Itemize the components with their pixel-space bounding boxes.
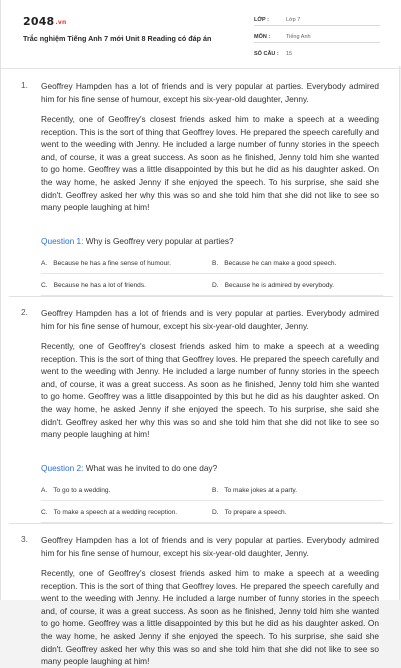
meta-row-subject	[254, 31, 380, 43]
page-header	[1, 0, 401, 66]
question-number: 2.	[21, 307, 28, 317]
option-text: To prepare a speech.	[224, 509, 287, 516]
logo-number: 2048	[23, 15, 55, 28]
option-a[interactable]	[41, 487, 110, 494]
option-letter: B.	[212, 487, 219, 494]
option-letter: A.	[41, 487, 48, 494]
option-letter: D.	[212, 509, 219, 516]
option-text: To go to a wedding.	[53, 487, 111, 494]
meta-row-class	[254, 14, 380, 26]
option-text: Because he can make a good speech.	[224, 260, 337, 267]
option-a[interactable]	[41, 260, 171, 267]
option-letter: D.	[212, 282, 219, 289]
meta-key: SỐ CÂU :	[254, 51, 279, 57]
option-letter: B.	[212, 260, 219, 267]
question-label: Question 1:	[41, 236, 84, 246]
option-divider	[41, 273, 383, 274]
option-divider	[41, 500, 383, 501]
question-prompt	[41, 236, 234, 246]
header-divider	[1, 68, 401, 69]
meta-key: MÔN :	[254, 34, 271, 40]
logo-suffix: .vn	[55, 19, 67, 26]
option-text: Because he has a fine sense of humour.	[53, 260, 171, 267]
option-c[interactable]	[41, 282, 146, 289]
passage-paragraph-2: Recently, one of Geoffrey's closest friends asked him to make a speech at a weeding reception. This is the sort of thing that Geoffrey loves. He prepared the speech carefully and went to the weeding with Jenny. He included a large number of funny stories in the speech and, of course, it was a great success. As soon as he finished, Jenny told him she wanted to go home. Geoffrey was a little disappointed by this but he did as his daughter asked. On the way home, he asked Jenny if she enjoyed the speech. To his surprise, she said she didn't. Geoffrey asked her why this was so and she told him that she did not like to see so many people laughing at him!	[41, 114, 379, 213]
question-separator	[9, 296, 393, 297]
meta-row-count	[254, 48, 380, 60]
passage-paragraph-1: Geoffrey Hampden has a lot of friends and is very popular at parties. Everybody admired him for his fine sense of humour, except his six-year-old daughter, Jenny.	[41, 535, 379, 558]
option-text: To make a speech at a wedding reception.	[53, 509, 178, 516]
option-d[interactable]	[212, 282, 334, 289]
option-text: To make jokes at a party.	[224, 487, 298, 494]
option-text: Because he has a lot of friends.	[53, 282, 146, 289]
meta-value: 15	[286, 51, 293, 57]
question-text: What was he invited to do one day?	[85, 463, 218, 473]
question-prompt	[41, 463, 217, 473]
passage-paragraph-2: Recently, one of Geoffrey's closest friends asked him to make a speech at a weeding reception. This is the sort of thing that Geoffrey loves. He prepared the speech carefully and went to the weeding with Jenny. He included a large number of funny stories in the speech and, of course, it was a great success. As soon as he finished, Jenny told him she wanted to go home. Geoffrey was a little disappointed by this but he did as his daughter asked. On the way home, he asked Jenny if she enjoyed the speech. To his surprise, she said she didn't. Geoffrey asked her why this was so and she told him that she did not like to see so many people laughing at him!	[41, 568, 379, 667]
question-separator	[9, 523, 393, 524]
option-letter: C.	[41, 282, 48, 289]
passage-paragraph-1: Geoffrey Hampden has a lot of friends and is very popular at parties. Everybody admired him for his fine sense of humour, except his six-year-old daughter, Jenny.	[41, 308, 379, 331]
page-title: Trắc nghiệm Tiếng Anh 7 mới Unit 8 Reading có đáp án	[23, 34, 212, 43]
passage-paragraph-1: Geoffrey Hampden has a lot of friends and is very popular at parties. Everybody admired him for his fine sense of humour, except his six-year-old daughter, Jenny.	[41, 81, 379, 104]
meta-value: Lớp 7	[286, 17, 301, 23]
question-number: 3.	[21, 534, 28, 544]
option-b[interactable]	[212, 487, 297, 494]
meta-value: Tiếng Anh	[286, 34, 311, 40]
site-logo[interactable]	[23, 15, 66, 28]
option-letter: C.	[41, 509, 48, 516]
question-text: Why is Geoffrey very popular at parties?	[85, 236, 234, 246]
option-c[interactable]	[41, 509, 177, 516]
option-text: Because he is admired by everybody.	[224, 282, 335, 289]
question-number: 1.	[21, 80, 28, 90]
meta-key: LỚP :	[254, 17, 269, 23]
question-label: Question 2:	[41, 463, 84, 473]
option-d[interactable]	[212, 509, 287, 516]
passage-paragraph-2: Recently, one of Geoffrey's closest friends asked him to make a speech at a weeding reception. This is the sort of thing that Geoffrey loves. He prepared the speech carefully and went to the weeding with Jenny. He included a large number of funny stories in the speech and, of course, it was a great success. As soon as he finished, Jenny told him she wanted to go home. Geoffrey was a little disappointed by this but he did as his daughter asked. On the way home, he asked Jenny if she enjoyed the speech. To his surprise, she said she didn't. Geoffrey asked her why this was so and she told him that she did not like to see so many people laughing at him!	[41, 341, 379, 440]
option-b[interactable]	[212, 260, 336, 267]
option-letter: A.	[41, 260, 48, 267]
